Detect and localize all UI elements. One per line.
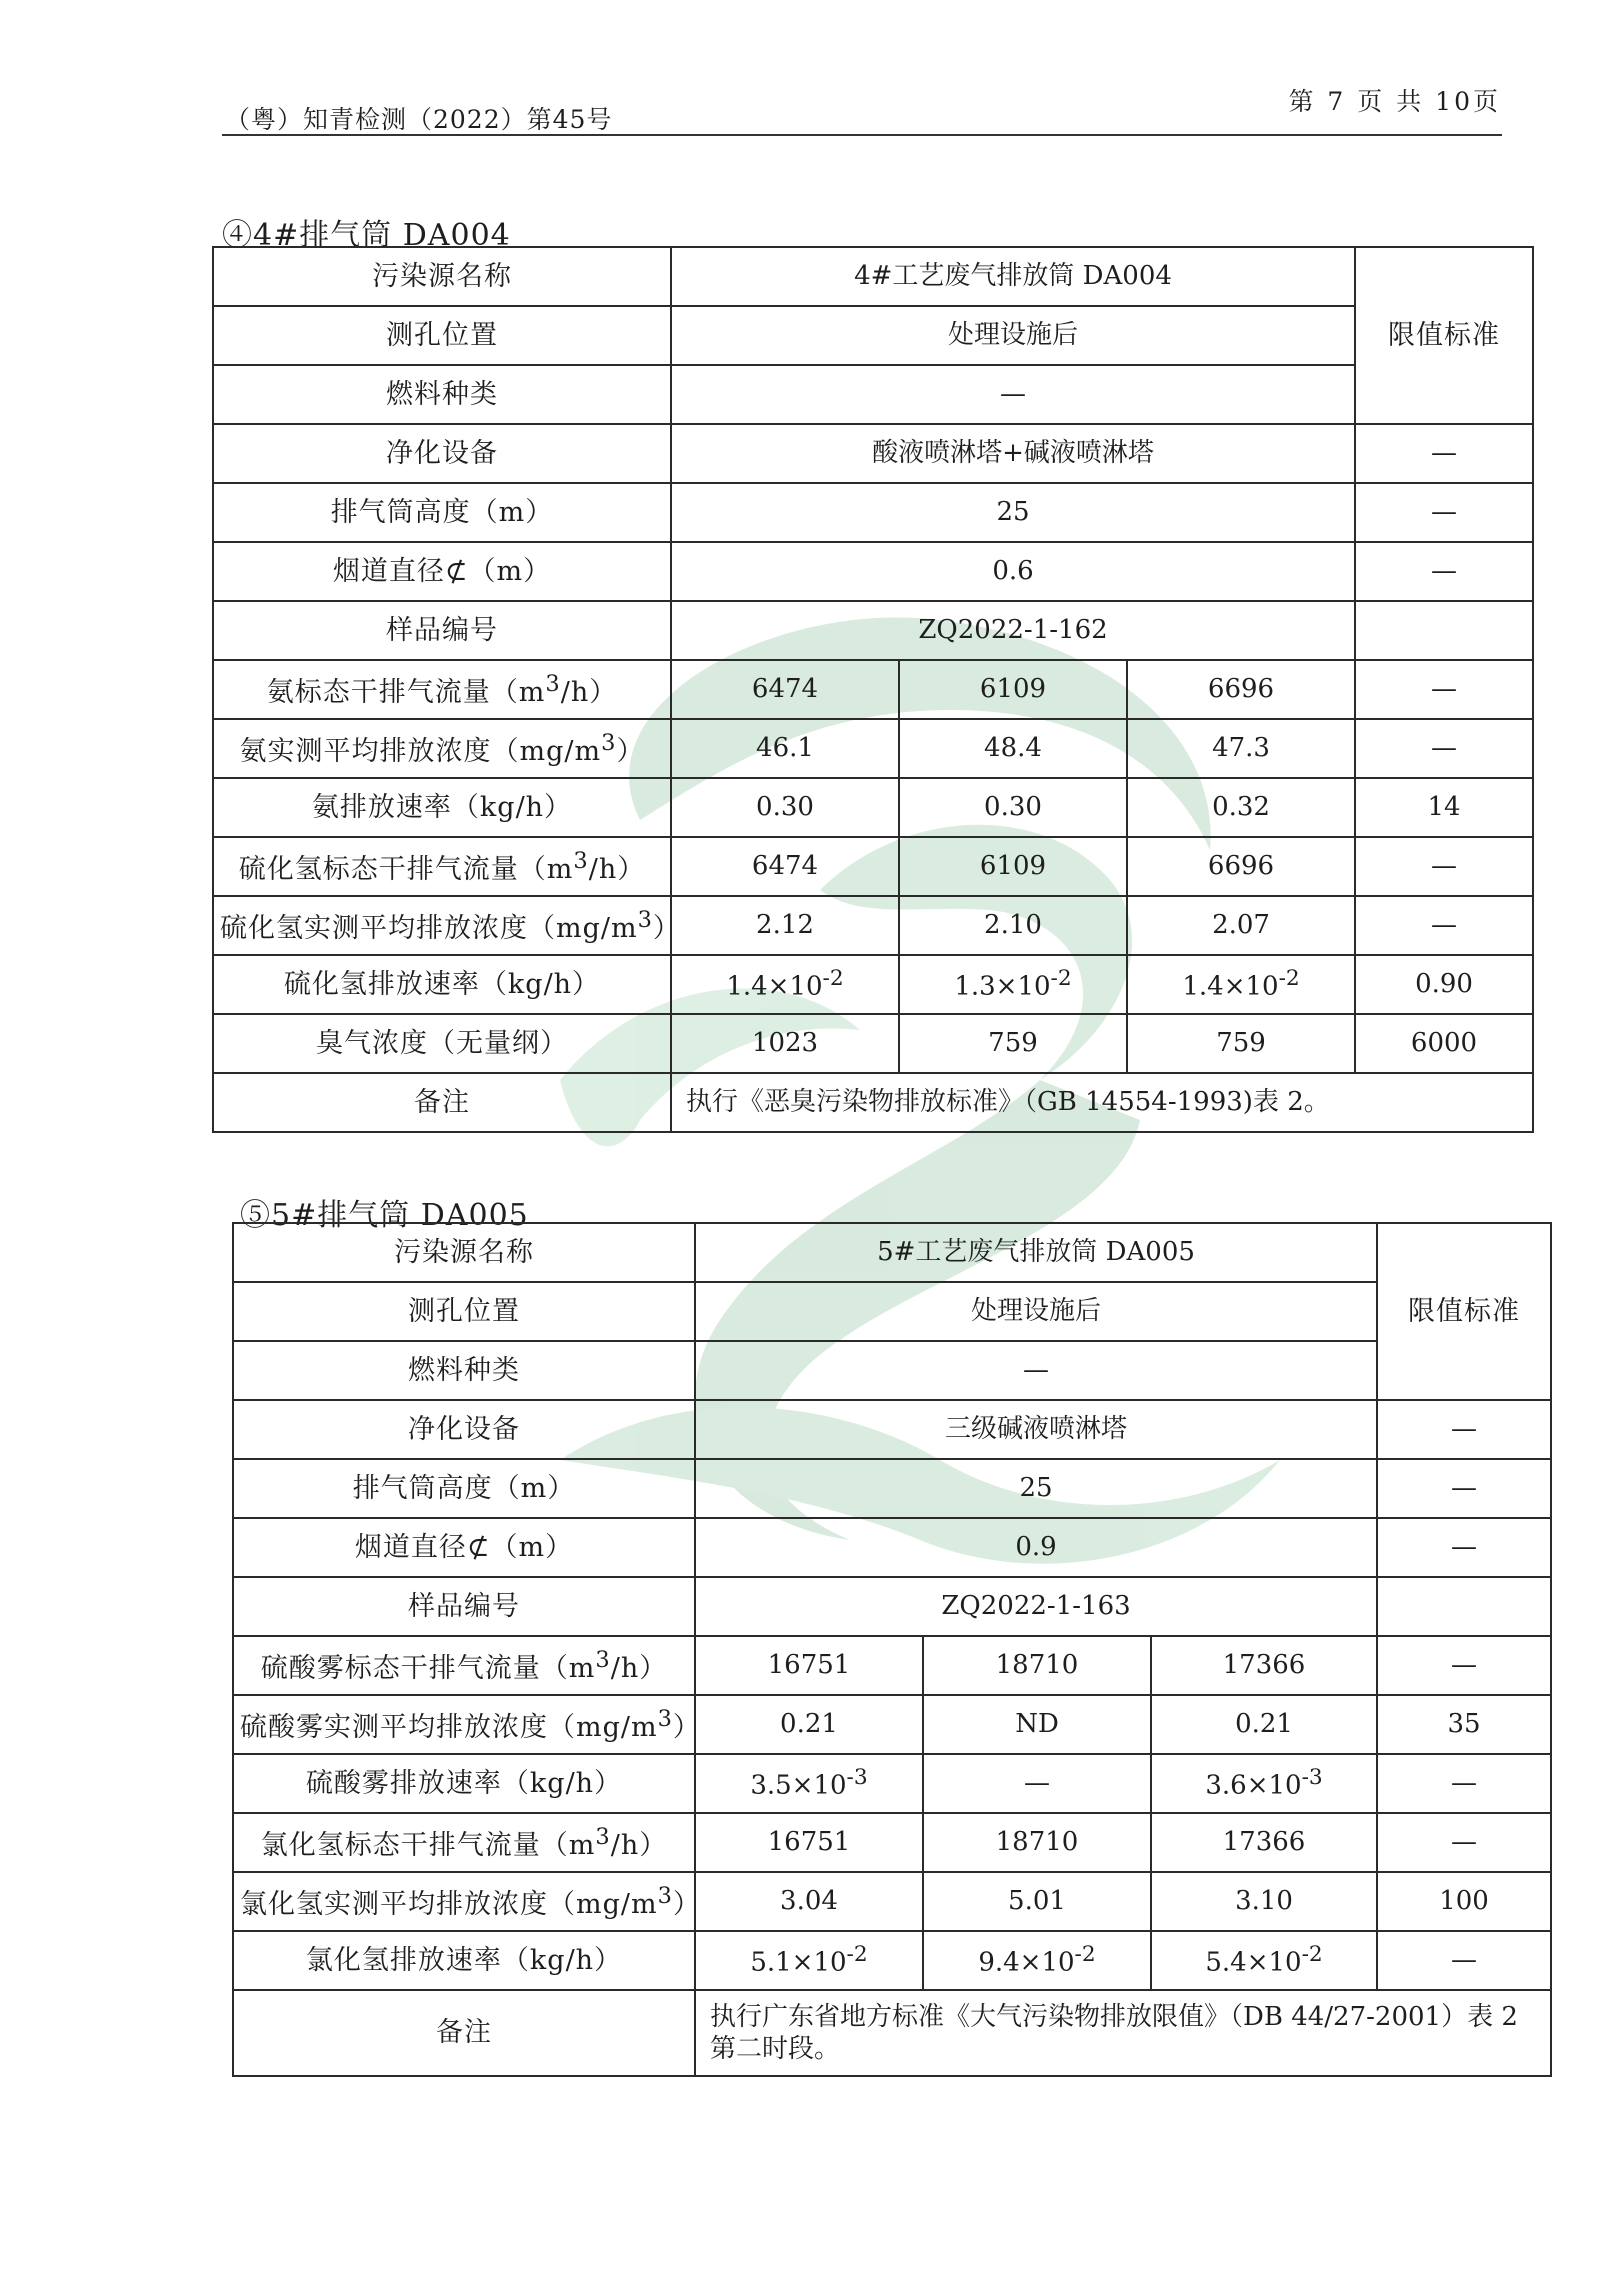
remark-text: 执行广东省地方标准《大气污染物排放限值》（DB 44/27-2001）表 2 第二时段。 bbox=[695, 1990, 1551, 2076]
table-row bbox=[233, 1931, 1551, 1990]
row-label: 净化设备 bbox=[213, 424, 671, 483]
row-label: 排气筒高度（m） bbox=[213, 483, 671, 542]
section-title-da004: ④4#排气筒 DA004 bbox=[222, 218, 511, 253]
row-label: 烟道直径⊄（m） bbox=[213, 542, 671, 601]
row-value: 4#工艺废气排放筒 DA004 bbox=[671, 247, 1355, 306]
table-row bbox=[233, 1990, 1551, 2076]
table-row bbox=[233, 1813, 1551, 1872]
table-row bbox=[213, 542, 1533, 601]
row-label: 污染源名称 bbox=[233, 1223, 695, 1282]
row-value: 三级碱液喷淋塔 bbox=[695, 1400, 1377, 1459]
table-row bbox=[213, 955, 1533, 1014]
table-row bbox=[233, 1459, 1551, 1518]
limit-cell: — bbox=[1377, 1931, 1551, 1990]
row-value: 5#工艺废气排放筒 DA005 bbox=[695, 1223, 1377, 1282]
value-cell: 6474 bbox=[671, 660, 899, 719]
row-label: 样品编号 bbox=[213, 601, 671, 660]
table-row bbox=[213, 778, 1533, 837]
row-value: 25 bbox=[695, 1459, 1377, 1518]
row-value: — bbox=[671, 365, 1355, 424]
value-cell: 6696 bbox=[1127, 837, 1355, 896]
row-label: 测孔位置 bbox=[213, 306, 671, 365]
value-cell: 759 bbox=[899, 1014, 1127, 1073]
limit-cell: 6000 bbox=[1355, 1014, 1533, 1073]
value-cell: $1.3\times 10^{-2}$ bbox=[899, 955, 1127, 1014]
remark-text: 执行《恶臭污染物排放标准》（GB 14554-1993)表 2。 bbox=[671, 1073, 1533, 1132]
row-value: 0.9 bbox=[695, 1518, 1377, 1577]
row-label: 硫酸雾标态干排气流量$(m^3/h)$ bbox=[233, 1636, 695, 1695]
table-row bbox=[233, 1695, 1551, 1754]
table-row bbox=[213, 1073, 1533, 1132]
table-row bbox=[233, 1754, 1551, 1813]
section-title-da005: ⑤5#排气筒 DA005 bbox=[240, 1198, 529, 1233]
row-label: 氨标态干排气流量$(m^3/h)$ bbox=[213, 660, 671, 719]
limit-cell: 35 bbox=[1377, 1695, 1551, 1754]
value-cell: $1.4\times 10^{-2}$ bbox=[671, 955, 899, 1014]
table-row bbox=[213, 483, 1533, 542]
table-row bbox=[213, 837, 1533, 896]
emission-table-da004 bbox=[212, 246, 1534, 1133]
limit-cell: — bbox=[1377, 1636, 1551, 1695]
table-row bbox=[233, 1872, 1551, 1931]
row-label: 氯化氢实测平均排放浓度$(mg/m^3)$ bbox=[233, 1872, 695, 1931]
limit-cell bbox=[1355, 601, 1533, 660]
row-value: 25 bbox=[671, 483, 1355, 542]
page-indicator: 第 7 页 共 10页 bbox=[1288, 87, 1501, 116]
value-cell: 3.04 bbox=[695, 1872, 923, 1931]
table-row bbox=[213, 896, 1533, 955]
limit-cell: — bbox=[1377, 1813, 1551, 1872]
value-cell: 5.01 bbox=[923, 1872, 1151, 1931]
limit-cell: — bbox=[1355, 837, 1533, 896]
row-label: 排气筒高度（m） bbox=[233, 1459, 695, 1518]
limit-standard-header: 限值标准 bbox=[1377, 1223, 1551, 1400]
limit-cell: — bbox=[1377, 1518, 1551, 1577]
limit-cell: — bbox=[1355, 660, 1533, 719]
value-cell: 47.3 bbox=[1127, 719, 1355, 778]
value-cell: 0.30 bbox=[671, 778, 899, 837]
table-row bbox=[233, 1636, 1551, 1695]
value-cell: 6109 bbox=[899, 837, 1127, 896]
limit-cell: 14 bbox=[1355, 778, 1533, 837]
limit-cell: 0.90 bbox=[1355, 955, 1533, 1014]
row-label: 烟道直径⊄（m） bbox=[233, 1518, 695, 1577]
sample-number: ZQ2022-1-162 bbox=[671, 601, 1355, 660]
value-cell: 6109 bbox=[899, 660, 1127, 719]
value-cell: 48.4 bbox=[899, 719, 1127, 778]
limit-cell: — bbox=[1355, 483, 1533, 542]
value-cell: 18710 bbox=[923, 1636, 1151, 1695]
row-value: — bbox=[695, 1341, 1377, 1400]
row-label: 硫化氢实测平均排放浓度$(mg/m^3)$ bbox=[213, 896, 671, 955]
value-cell: 1023 bbox=[671, 1014, 899, 1073]
value-cell: 16751 bbox=[695, 1813, 923, 1872]
row-label: 硫化氢标态干排气流量$(m^3/h)$ bbox=[213, 837, 671, 896]
value-cell: 759 bbox=[1127, 1014, 1355, 1073]
value-cell: 0.30 bbox=[899, 778, 1127, 837]
row-label: 测孔位置 bbox=[233, 1282, 695, 1341]
table-row bbox=[213, 247, 1533, 306]
row-label: 硫酸雾排放速率（kg/h） bbox=[233, 1754, 695, 1813]
value-cell: 6474 bbox=[671, 837, 899, 896]
limit-cell bbox=[1377, 1577, 1551, 1636]
value-cell: 17366 bbox=[1151, 1636, 1377, 1695]
table-row bbox=[233, 1282, 1551, 1341]
limit-cell: — bbox=[1377, 1754, 1551, 1813]
row-label: 样品编号 bbox=[233, 1577, 695, 1636]
row-label: 氯化氢标态干排气流量$(m^3/h)$ bbox=[233, 1813, 695, 1872]
limit-cell: 100 bbox=[1377, 1872, 1551, 1931]
row-value: 处理设施后 bbox=[695, 1282, 1377, 1341]
emission-table-da005 bbox=[232, 1222, 1552, 2077]
value-cell: 16751 bbox=[695, 1636, 923, 1695]
row-label: 硫化氢排放速率（kg/h） bbox=[213, 955, 671, 1014]
value-cell: 6696 bbox=[1127, 660, 1355, 719]
value-cell: $3.6\times 10^{-3}$ bbox=[1151, 1754, 1377, 1813]
limit-cell: — bbox=[1377, 1459, 1551, 1518]
row-value: 处理设施后 bbox=[671, 306, 1355, 365]
table-row bbox=[213, 365, 1533, 424]
limit-cell: — bbox=[1355, 719, 1533, 778]
value-cell: ND bbox=[923, 1695, 1151, 1754]
row-label: 燃料种类 bbox=[213, 365, 671, 424]
row-label: 氨排放速率（kg/h） bbox=[213, 778, 671, 837]
row-label: 臭气浓度（无量纲） bbox=[213, 1014, 671, 1073]
table-row bbox=[213, 660, 1533, 719]
value-cell: $5.1\times 10^{-2}$ bbox=[695, 1931, 923, 1990]
value-cell: 18710 bbox=[923, 1813, 1151, 1872]
value-cell: 2.10 bbox=[899, 896, 1127, 955]
row-value: 0.6 bbox=[671, 542, 1355, 601]
table-row bbox=[233, 1341, 1551, 1400]
row-label: 备注 bbox=[233, 1990, 695, 2076]
table-row bbox=[213, 306, 1533, 365]
table-row bbox=[233, 1223, 1551, 1282]
limit-cell: — bbox=[1355, 896, 1533, 955]
value-cell: 0.21 bbox=[1151, 1695, 1377, 1754]
table-row bbox=[233, 1518, 1551, 1577]
value-cell: 2.07 bbox=[1127, 896, 1355, 955]
value-cell: $1.4\times 10^{-2}$ bbox=[1127, 955, 1355, 1014]
value-cell: $3.5\times 10^{-3}$ bbox=[695, 1754, 923, 1813]
row-label: 氨实测平均排放浓度$(mg/m^3)$ bbox=[213, 719, 671, 778]
table-row bbox=[233, 1577, 1551, 1636]
row-label: 氯化氢排放速率（kg/h） bbox=[233, 1931, 695, 1990]
limit-cell: — bbox=[1355, 424, 1533, 483]
value-cell: 0.32 bbox=[1127, 778, 1355, 837]
value-cell: $9.4\times 10^{-2}$ bbox=[923, 1931, 1151, 1990]
table-row bbox=[213, 1014, 1533, 1073]
value-cell: $5.4\times 10^{-2}$ bbox=[1151, 1931, 1377, 1990]
header-divider bbox=[222, 134, 1502, 136]
row-label: 备注 bbox=[213, 1073, 671, 1132]
value-cell: — bbox=[923, 1754, 1151, 1813]
table-row bbox=[213, 719, 1533, 778]
value-cell: 17366 bbox=[1151, 1813, 1377, 1872]
row-label: 硫酸雾实测平均排放浓度$(mg/m^3)$ bbox=[233, 1695, 695, 1754]
document-number: （粤）知青检测（2022）第45号 bbox=[225, 105, 613, 134]
value-cell: 3.10 bbox=[1151, 1872, 1377, 1931]
table-row bbox=[233, 1400, 1551, 1459]
value-cell: 0.21 bbox=[695, 1695, 923, 1754]
row-label: 净化设备 bbox=[233, 1400, 695, 1459]
table-row bbox=[213, 601, 1533, 660]
row-label: 燃料种类 bbox=[233, 1341, 695, 1400]
limit-standard-header: 限值标准 bbox=[1355, 247, 1533, 424]
row-value: 酸液喷淋塔+碱液喷淋塔 bbox=[671, 424, 1355, 483]
row-label: 污染源名称 bbox=[213, 247, 671, 306]
value-cell: 2.12 bbox=[671, 896, 899, 955]
limit-cell: — bbox=[1377, 1400, 1551, 1459]
table-row bbox=[213, 424, 1533, 483]
sample-number: ZQ2022-1-163 bbox=[695, 1577, 1377, 1636]
limit-cell: — bbox=[1355, 542, 1533, 601]
value-cell: 46.1 bbox=[671, 719, 899, 778]
